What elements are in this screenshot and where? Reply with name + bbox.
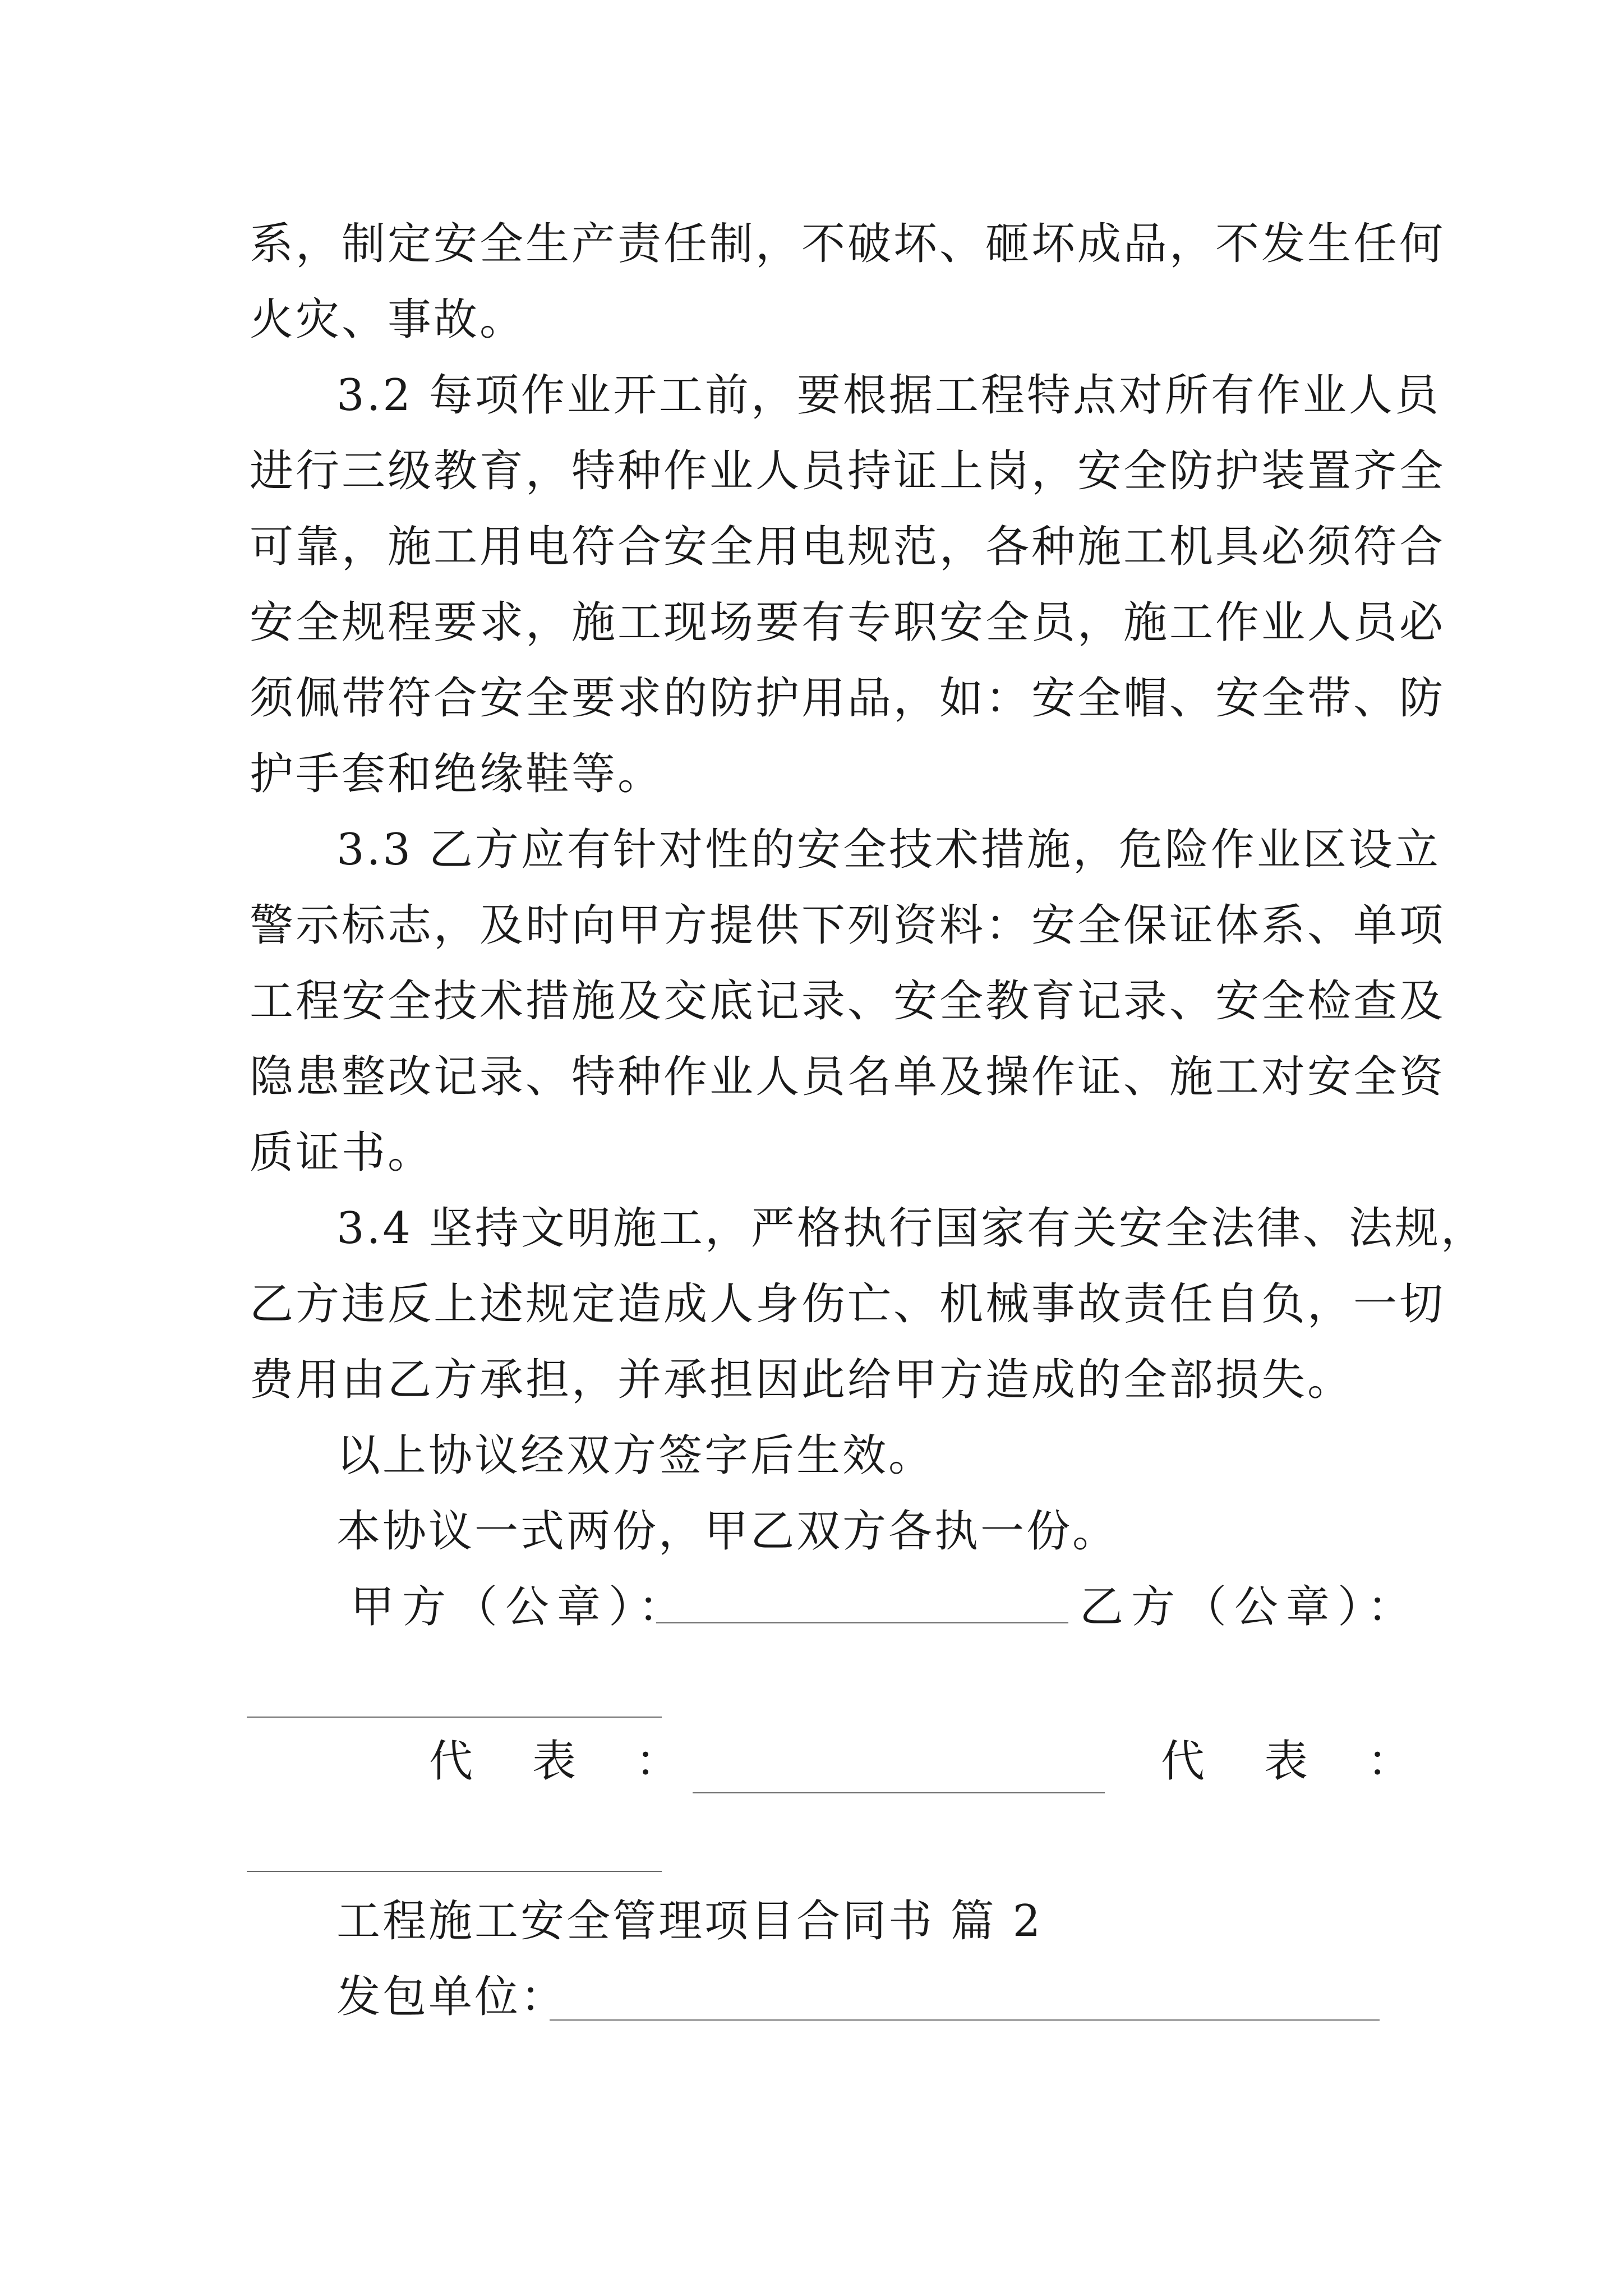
party-b-seal-blank[interactable] [247,1717,662,1718]
clause-3-2-line: 3.2 每项作业开工前，要根据工程特点对所有作业人员 [336,370,1441,421]
body-line: 费用由乙方承担，并承担因此给甲方造成的全部损失。 [250,1355,1354,1405]
body-line: 安全规程要求，施工现场要有专职安全员，施工作业人员必 [250,597,1446,648]
body-line: 质证书。 [250,1128,434,1178]
party-b-seal-label: 乙方（公章）： [1080,1582,1419,1632]
effect-clause: 以上协议经双方签字后生效。 [336,1430,935,1481]
body-line: 警示标志，及时向甲方提供下列资料：安全保证体系、单项 [250,900,1446,951]
body-line: 乙方违反上述规定造成人身伤亡、机械事故责任自负，一切 [250,1279,1446,1329]
copies-clause: 本协议一式两份，甲乙双方各执一份。 [336,1506,1119,1557]
body-line: 系，制定安全生产责任制，不破坏、砸坏成品，不发生任何 [250,219,1446,269]
contractor-blank[interactable] [550,2019,1380,2021]
body-line: 工程安全技术措施及交底记录、安全教育记录、安全检查及 [250,976,1446,1027]
body-line: 进行三级教育，特种作业人员持证上岗，安全防护装置齐全 [250,446,1446,496]
body-line: 隐患整改记录、特种作业人员名单及操作证、施工对安全资 [250,1052,1446,1102]
contractor-label: 发包单位： [336,1972,567,2022]
clause-3-4-line: 3.4 坚持文明施工，严格执行国家有关安全法律、法规， [336,1203,1487,1254]
party-b-rep-label: 代 表 ： [1161,1736,1419,1787]
body-line: 护手套和绝缘鞋等。 [250,749,664,799]
clause-3-3-line: 3.3 乙方应有针对性的安全技术措施，危险作业区设立 [336,825,1441,875]
body-line: 火灾、事故。 [250,295,526,345]
party-a-rep-label: 代 表 ： [429,1736,688,1787]
party-a-seal-blank[interactable] [656,1622,1068,1623]
section-2-title: 工程施工安全管理项目合同书 篇 2 [336,1896,1043,1947]
party-b-rep-blank[interactable] [247,1871,662,1872]
party-a-seal-label: 甲方（公章）： [351,1582,690,1632]
body-line: 可靠，施工用电符合安全用电规范，各种施工机具必须符合 [250,522,1446,572]
party-a-rep-blank[interactable] [693,1792,1105,1793]
body-line: 须佩带符合安全要求的防护用品，如：安全帽、安全带、防 [250,673,1446,724]
